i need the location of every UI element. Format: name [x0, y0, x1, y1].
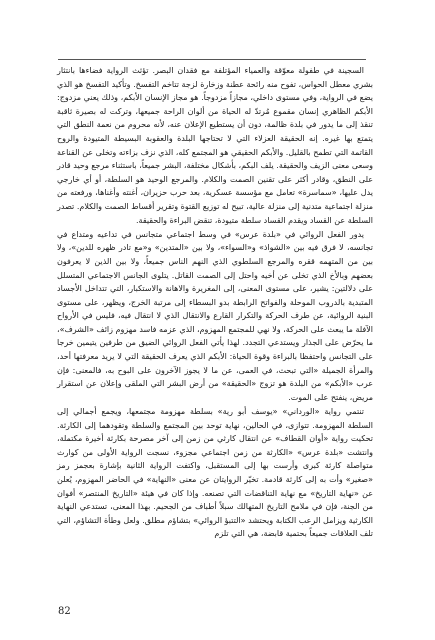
top-rule — [58, 59, 366, 60]
body-text — [57, 64, 373, 541]
paragraph-3: تنتمي رواية «الورداني» «يوسف أبو رية» بسلطة مهزومة مجتمعها، ويجمع أجمالي إلى السلطة المهزومة. تتوازى، في الحالين، نهاية توحد بين المجتمع والسلطة وتقودهما إلى الكارثة. تحكيت رواية «أوان القطاف» عن انتقال كارثي من زمن إلى آخر مصرحة بكارثة أخيرة مكتملة، وانتشت «بلدة عرس» «الكارثة من زمن اجتماعي مجزوء، نسجت الرواية الأولى من كوارث متواصلة كارثة كبرى وأرست بها إلى المستقبل، واكتفت الرواية الثانية بإشارة بعجمز رمز «صغير» وأت به إلى كارثة قادمة. تخيّر الروايتان عن معنى «النهاية» في الحاضر المهزوم، يُعلن عن «نهاية التاريخ» مع نهاية التناقضات التي تصنعه. وإذا كان في هيئة «التاريخ المنتصر» أفوان من الجنة، فإن في ملامح التاريخ المتهالك سبلاً أطباف من الجحيم. بهذا المعنى، تستدعي النهاية الكارثية ويزامل الرعب الكتابة ويحتشد «التتبؤ الروائي» بتشاؤم مطلق. ولعل وطأة التشاؤم، التي تلف العلاقات جميعاً بحتمية قابضة، هي التي تلزم — [57, 407, 373, 539]
page-number: 82 — [58, 606, 71, 617]
paragraph-2: يدور الفعل الروائي في «بلدة عرس» في وسط اجتماعي متجانس في تداعيه ومتداع في تجانسه، لا فرق فيه بين «الشواذ» و«السواء»، ولا بين «المتدين» و«مع تادر ظهره للدين»، ولا بين من المتهمه ققره والمرجع السلطوي الذي النهم الناس جميعاً، ولا بين الذين لا يعرفون بعضهم وبالأخ الذي تخلى عن أخيه واحتل إلى الصمت القاتل. يتلوى الجانس الاجتماعي المتسلل على دلالتين: يشير، على مستوى المعنى، إلى المغريرة والاهانة والاستكبار، التي تتداخل الأجساد المتبدية بالدروب الموحلة والفواتح الرابطة بدو البسطاء إلى مرتبة الخرج، ويظهر، على مستوى البنية الروائية، عن طرف الحركة والتكرار القارع والانتقال الذي لا انتقال فيه، فليس في الأرواح الآفلة ما يبعث على الحركة، ولا نهي للمجتمع المهزوم، الذي عزمه فاسد مهزوم زائف «الشرف»، ما يحرّض على الجذار ويستدعي التجدد. لهذا يأتي الفعل الروائي الضيق من طرفين يتيمين خرجا على التجانس واحتفظا بالبراءة وقوة الحياة: الأبكم الذي يعرف الحقيقة التي لا يريد معرفتها أحد، والمرأة الجميلة «التي تبحث، في العمى، عن ما لا يجوز الآخرون على البوح به، فالمعنى: فإن عرب «الأبكم» من البلدة هو تزوج «الحقيقة» من أرض البشر التي الملقى وإعلان عن استقرار مريض، ينفتح على الموت. — [57, 229, 373, 402]
paragraph-1: السجينة في طفولة معوّقة والعمياء المؤتلفة مع فقدان البصر. تؤثث الرواية فضاءها بانتثار بشري معطل الحواس، تفوح منه رائحة عطنة وزخارة لزجة تتاخم التفسخ. وتأكيد التفسخ هو الذي يضع في الرواية، وفي مستوى داخلي، مجازاً مزدوجاً. هو مجاز الإنسان الأبكم، وذلك يعني مزدوج: الأبكم الظاهري إنسان مقموع مُرتدّ له الحياة من ألوان الراحة جميعها، وتركت له بصيرة ثاقبة تنقذ إلى ما يدور في بلدة ظالمة، دون أن يستطيع الإعلان عنه، لأنه محروم من نعمة النطق التي يتمتع بها غيره. إنه الحقيقة العزلاء التي لا تحتاجها البلدة والعقوبة البسيطة المتيودة والروح القاتمة التي تطمح بالقليل. والأبكم الحقيقي هو المجتمع كله، الذي نزف بزاءته وتخلى عن القناعة وسعى معنى الزيف والحقيقة. يلف البكم، بأشكال مختلفة، البشر جميعاً، باستثناء مرجع وحيد قادر على النطق، وقادر أكثر على تقنين الصمت والكلام. والمرجع الوحيد هو السلطة، أو أي خارجي يدل عليها، «سماسرة» تعامل مع مؤسسة عسكرية، بعد حرب حزيران، أغنته وأغناها، ورفعته من منزلة اجتماعية متدنية إلى منزلة عالية، تبيح له توزيع القتوة وتقرير أقساط الصمت والكلام. تصدر السلطة عن القساد ويقدم القساد سلطة متيودة، تنقض البراءة والحقيقة. — [57, 66, 373, 225]
